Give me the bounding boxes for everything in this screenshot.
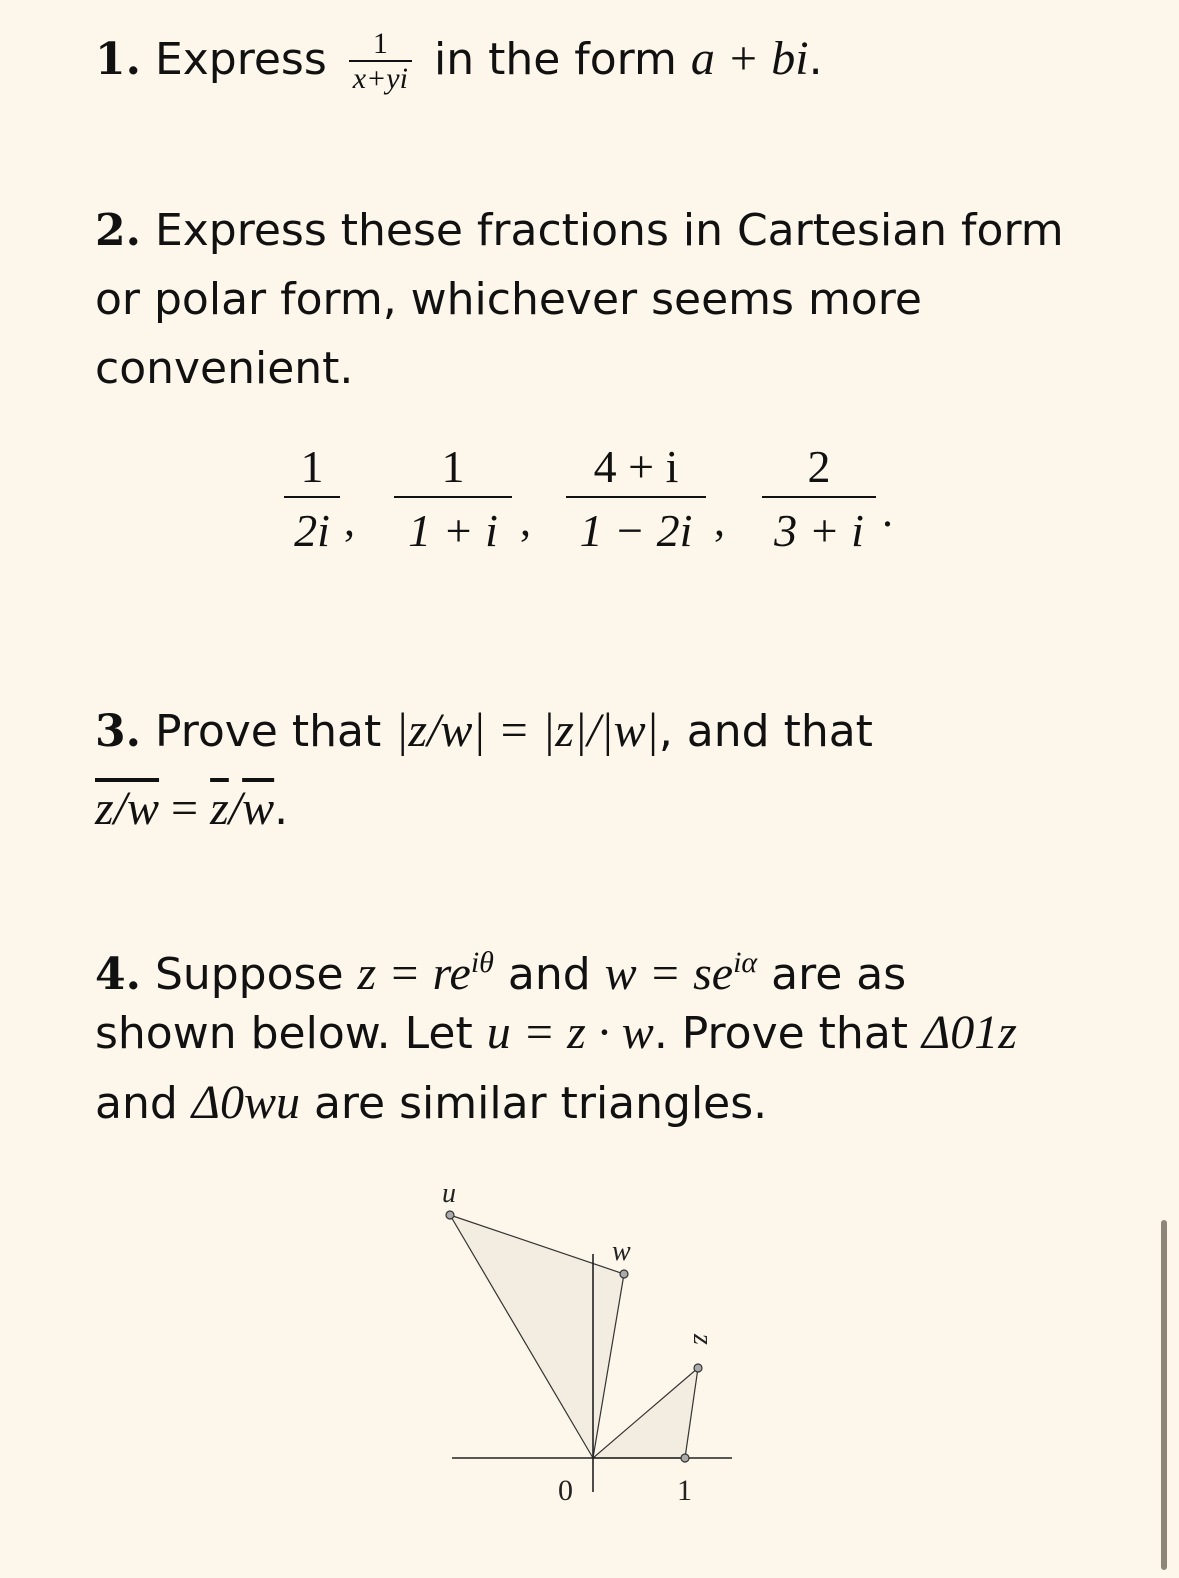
math-expression: |z/w| = |z|/|w| (395, 704, 659, 757)
separator: , (344, 496, 355, 545)
fraction-denominator: 1 + i (394, 496, 512, 560)
math-operator: = (159, 782, 211, 835)
problem-text: Express these fractions in Cartesian form (154, 205, 1064, 256)
point-z (694, 1364, 702, 1372)
math-expression: Δ01z (922, 1006, 1017, 1059)
problem-3-line-2 (95, 774, 288, 845)
display-fraction (566, 438, 706, 560)
problem-text: in the form (433, 34, 677, 85)
inline-fraction (349, 28, 412, 96)
fraction-denominator: 3 + i (762, 496, 876, 560)
problem-number: 4. (95, 949, 141, 1000)
problem-2-line-3: convenient. (95, 343, 354, 394)
scrollbar[interactable] (1161, 1220, 1167, 1570)
fraction-denominator: x+yi (349, 60, 412, 96)
math-expression: $w = se^{i\alpha}$ (604, 946, 758, 1000)
problem-text: Express (154, 34, 327, 85)
problem-4-line-3 (95, 1068, 767, 1139)
problem-text: . Prove that (653, 1008, 909, 1059)
math-expression: $\overline{z}$ (210, 782, 229, 835)
fraction-numerator: 1 (441, 441, 465, 492)
math-expression: $\overline{w}$ (242, 782, 275, 835)
problem-text: Suppose (154, 949, 344, 1000)
problem-text: are as (771, 949, 907, 1000)
problem-3-line-1 (95, 696, 873, 767)
similar-triangles-figure (440, 1170, 760, 1510)
separator: , (714, 496, 725, 545)
point-1 (681, 1454, 689, 1462)
point-u (446, 1211, 454, 1219)
label-z: z (687, 1334, 718, 1345)
problem-text: are similar triangles. (313, 1078, 768, 1129)
display-fraction (762, 438, 876, 560)
problem-text: Prove that (154, 706, 382, 757)
label-0: 0 (558, 1474, 573, 1507)
problem-text: and (95, 1078, 178, 1129)
triangle-0wu (450, 1215, 624, 1458)
fraction-denominator: 2i (284, 496, 340, 560)
fraction-numerator: 1 (300, 441, 324, 492)
punctuation: . (882, 487, 893, 536)
problem-text: shown below. Let (95, 1008, 473, 1059)
fraction-denominator: 1 − 2i (566, 496, 706, 560)
math-expression: $z = re^{i\theta}$ (357, 946, 494, 1000)
fraction-numerator: 4 + i (593, 441, 679, 492)
math-expression: Δ0wu (191, 1076, 300, 1129)
problem-text: , and that (658, 706, 873, 757)
label-w: w (612, 1236, 631, 1267)
problem-2-line-1 (95, 196, 1064, 266)
problem-number: 3. (95, 706, 141, 757)
fraction-numerator: 2 (807, 441, 831, 492)
problem-1 (95, 24, 823, 96)
punctuation: . (274, 784, 289, 835)
math-expression: a + bi (690, 32, 809, 85)
problem-text: and (507, 949, 591, 1000)
problem-number: 2. (95, 205, 141, 256)
display-fraction (284, 438, 340, 560)
problem-2-line-2: or polar form, whichever seems more (95, 274, 922, 325)
math-expression: u = z · w (486, 1006, 654, 1059)
problem-number: 1. (95, 34, 141, 85)
label-1: 1 (677, 1474, 692, 1507)
point-w (620, 1270, 628, 1278)
display-fraction (394, 438, 512, 560)
fraction-numerator: 1 (372, 27, 388, 60)
label-u: u (442, 1178, 456, 1209)
math-operator: / (228, 782, 243, 835)
punctuation: . (808, 34, 823, 85)
separator: , (520, 496, 531, 545)
problem-4-line-2 (95, 998, 1017, 1069)
triangle-01z (593, 1368, 698, 1458)
math-expression: z/w (95, 782, 160, 835)
